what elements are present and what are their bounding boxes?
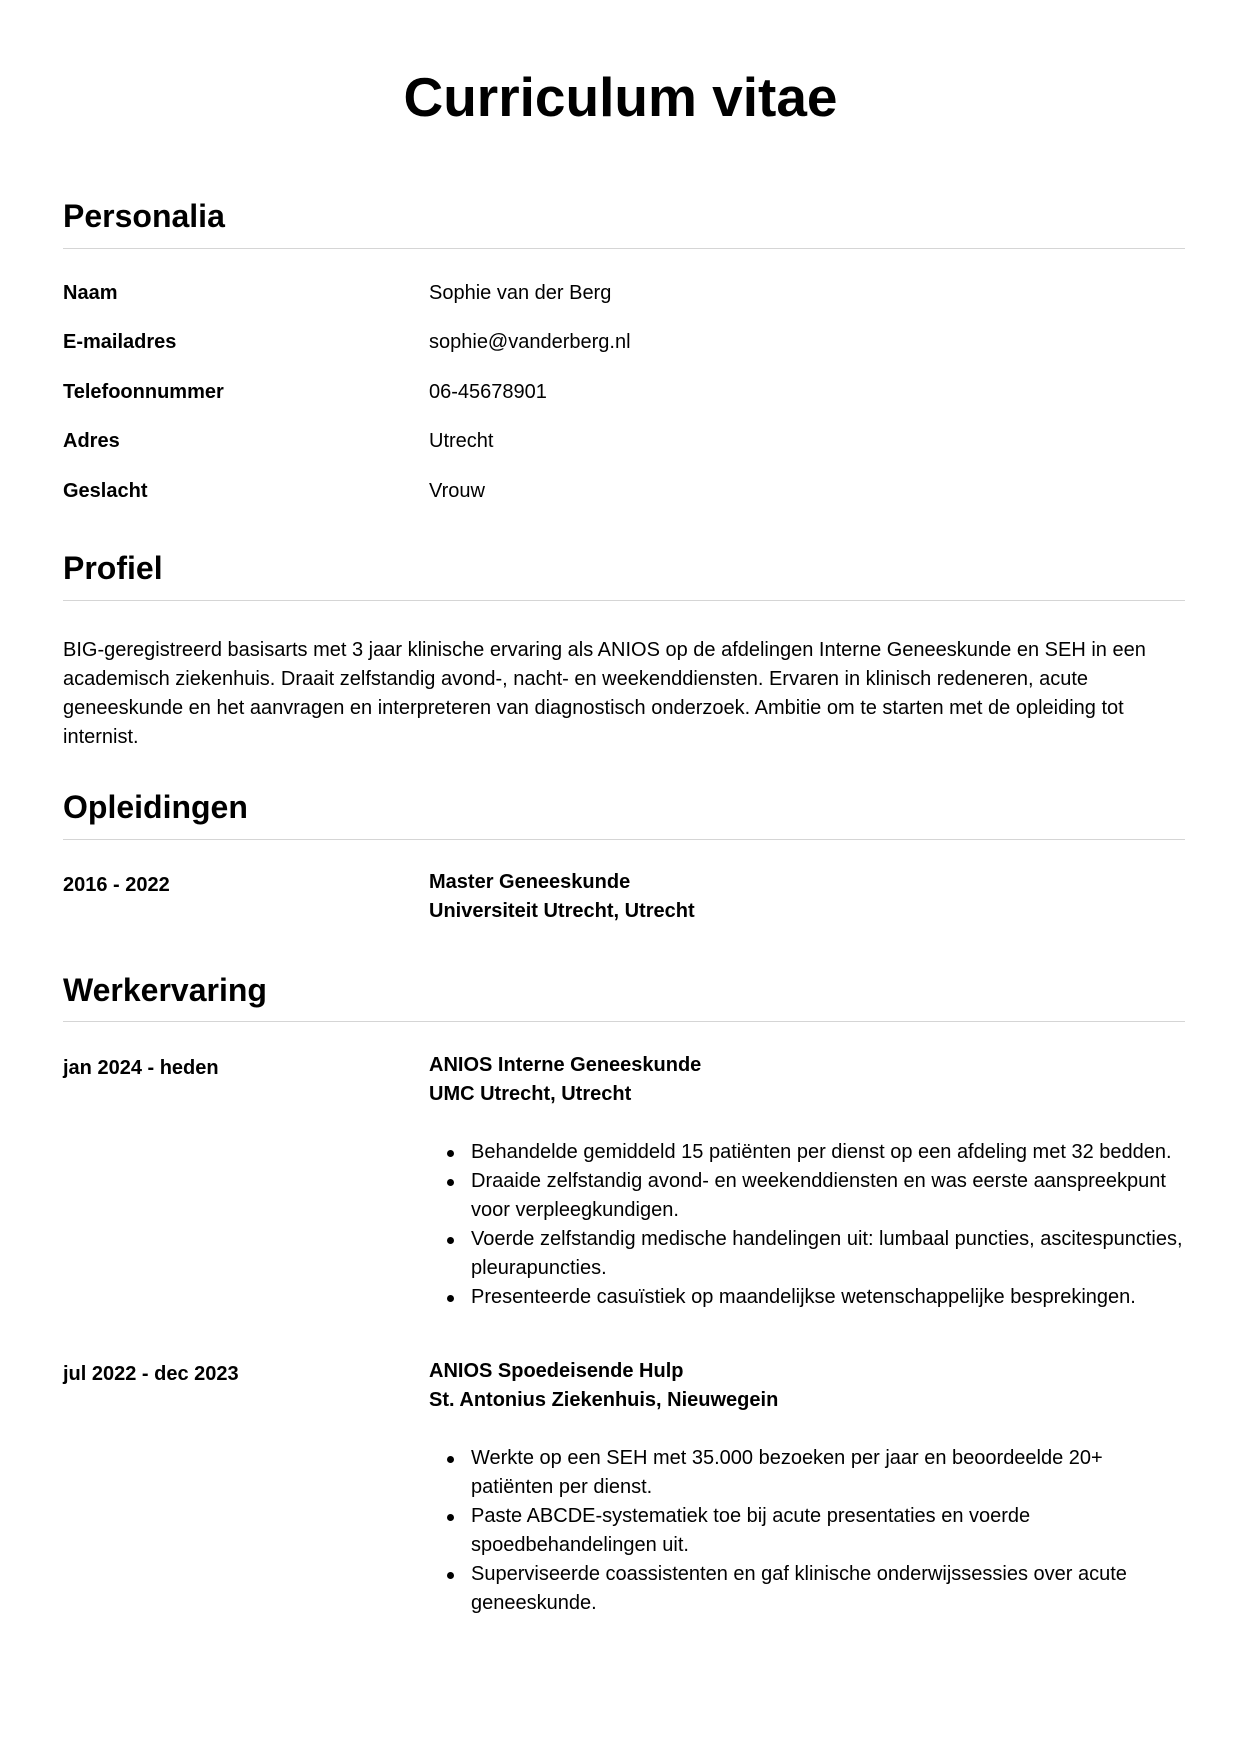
section-divider (63, 839, 1185, 840)
personalia-label-geslacht: Geslacht (63, 480, 148, 502)
job-bullet: Werkte op een SEH met 35.000 bezoeken per jaar en beoordeelde 20+ patiënten per dienst. (429, 1444, 1185, 1502)
job-bullet: Behandelde gemiddeld 15 patiënten per dienst op een afdeling met 32 bedden. (429, 1138, 1185, 1167)
education-entry (429, 868, 1185, 926)
job-period: jul 2022 - dec 2023 (63, 1363, 239, 1385)
job-bullet-list (429, 1138, 1185, 1312)
personalia-value-email: sophie@vanderberg.nl (429, 331, 631, 353)
personalia-value-telefoon: 06-45678901 (429, 381, 547, 403)
section-divider (63, 248, 1185, 249)
personalia-label-telefoon: Telefoonnummer (63, 381, 224, 403)
document-title: Curriculum vitae (403, 66, 838, 128)
job-bullet-list (429, 1444, 1185, 1618)
job-entry (429, 1051, 1185, 1312)
job-period: jan 2024 - heden (63, 1057, 219, 1079)
profile-summary: BIG-geregistreerd basisarts met 3 jaar klinische ervaring als ANIOS op de afdelingen Interne Geneeskunde en SEH in een academisch ziekenhuis. Draait zelfstandig avond-, nacht- en weekenddiensten. Ervaren in klinisch redeneren, acute geneeskunde en het aanvragen en interpreteren van diagnostisch onderzoek. Ambitie om te starten met de opleiding tot internist. (63, 639, 1146, 748)
job-title: ANIOS Interne Geneeskunde (429, 1054, 702, 1076)
education-period: 2016 - 2022 (63, 874, 170, 896)
personalia-label-naam: Naam (63, 282, 118, 304)
job-bullet: Superviseerde coassistenten en gaf klinische onderwijssessies over acute geneeskunde. (429, 1560, 1185, 1618)
personalia-value-geslacht: Vrouw (429, 480, 485, 502)
job-bullet: Voerde zelfstandig medische handelingen uit: lumbaal puncties, ascitespuncties, pleurapuncties. (429, 1225, 1185, 1283)
personalia-label-adres: Adres (63, 430, 120, 452)
job-employer: St. Antonius Ziekenhuis, Nieuwegein (429, 1389, 779, 1411)
section-divider (63, 1021, 1185, 1022)
personalia-value-adres: Utrecht (429, 430, 494, 452)
job-bullet: Draaide zelfstandig avond- en weekenddiensten en was eerste aanspreekpunt voor verpleegkundigen. (429, 1167, 1185, 1225)
job-entry (429, 1357, 1185, 1618)
job-employer: UMC Utrecht, Utrecht (429, 1083, 632, 1105)
section-heading-werkervaring: Werkervaring (63, 972, 267, 1008)
section-heading-opleidingen: Opleidingen (63, 789, 248, 825)
section-divider (63, 600, 1185, 601)
education-degree: Master Geneeskunde (429, 871, 631, 893)
section-heading-personalia: Personalia (63, 198, 225, 234)
job-bullet: Presenteerde casuïstiek op maandelijkse wetenschappelijke besprekingen. (429, 1283, 1185, 1312)
personalia-value-naam: Sophie van der Berg (429, 282, 612, 304)
personalia-label-email: E-mailadres (63, 331, 177, 353)
job-bullet: Paste ABCDE-systematiek toe bij acute presentaties en voerde spoedbehandelingen uit. (429, 1502, 1185, 1560)
education-institution: Universiteit Utrecht, Utrecht (429, 900, 695, 922)
section-heading-profiel: Profiel (63, 550, 163, 586)
job-title: ANIOS Spoedeisende Hulp (429, 1360, 684, 1382)
